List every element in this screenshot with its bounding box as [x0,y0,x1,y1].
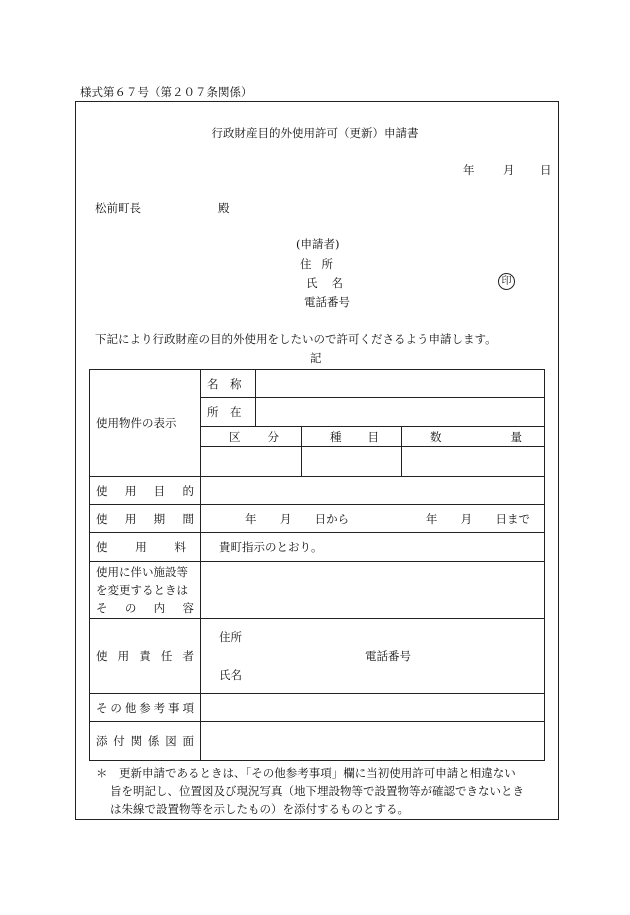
note-line-1: ＊ 更新申請であるときは、「その他参考事項」欄に当初使用許可申請と相違ない [96,766,516,780]
purpose-label: 使 用 目 的 [90,477,201,505]
note-line-2: 旨を明記し、位置図及び現況写真（地下埋設物等で設置物等が確認できないとき [110,784,524,798]
period-value[interactable]: 年 月 日から 年 月 日まで [201,505,545,533]
addressee: 松前町長 [95,201,141,215]
name-label: 名 称 [201,370,256,398]
division-header: 区 分 [201,427,302,447]
other-notes-value[interactable] [201,694,545,722]
quantity-value[interactable] [402,447,545,477]
manager-name-label: 氏名 [219,667,242,682]
page-title: 行政財産目的外使用許可（更新）申請書 [211,126,419,140]
manager-label: 使 用 責 任 者 [90,619,201,694]
attachments-value[interactable] [201,722,545,761]
type-header: 種 目 [302,427,402,447]
date-day-label: 日 [540,163,552,177]
honorific: 殿 [218,201,230,215]
other-notes-label: そ の 他 参 考 事 項 [90,694,201,722]
application-table [89,369,545,761]
date-month-label: 月 [503,163,515,177]
attachments-label: 添 付 関 係 図 面 [90,722,201,761]
seal-icon: 印 [498,273,515,290]
period-label: 使 用 期 間 [90,505,201,533]
applicant-name-label: 氏名 [306,276,357,290]
location-value[interactable] [256,398,545,427]
property-display-label: 使用物件の表示 [90,370,201,477]
division-value[interactable] [201,447,302,477]
type-value[interactable] [302,447,402,477]
date-year-label: 年 [463,163,475,177]
application-statement: 下記により行政財産の目的外使用をしたいので許可くださるよう申請します。 [95,332,497,346]
manager-phone-label: 電話番号 [365,648,411,663]
facility-change-label: 使用に伴い施設等 を変更するときは そ の 内 容 [90,562,201,619]
applicant-phone-label: 電話番号 [304,295,350,309]
applicant-heading: (申請者) [296,237,340,251]
name-value[interactable] [256,370,545,398]
ki-heading: 記 [310,351,322,365]
facility-change-value[interactable] [201,562,545,619]
form-id: 様式第６７号（第２０７条関係） [80,85,253,99]
purpose-value[interactable] [201,477,545,505]
fee-label: 使 用 料 [90,533,201,562]
manager-address-label: 住所 [219,629,242,644]
manager-value[interactable] [201,619,545,694]
note-line-3: は朱線で設置物等を示したもの）を添付するものとする。 [110,802,409,816]
fee-value: 貴町指示のとおり。 [201,533,545,562]
location-label: 所 在 [201,398,256,427]
applicant-address-label: 住所 [300,257,343,271]
quantity-header: 数 量 [402,427,545,447]
